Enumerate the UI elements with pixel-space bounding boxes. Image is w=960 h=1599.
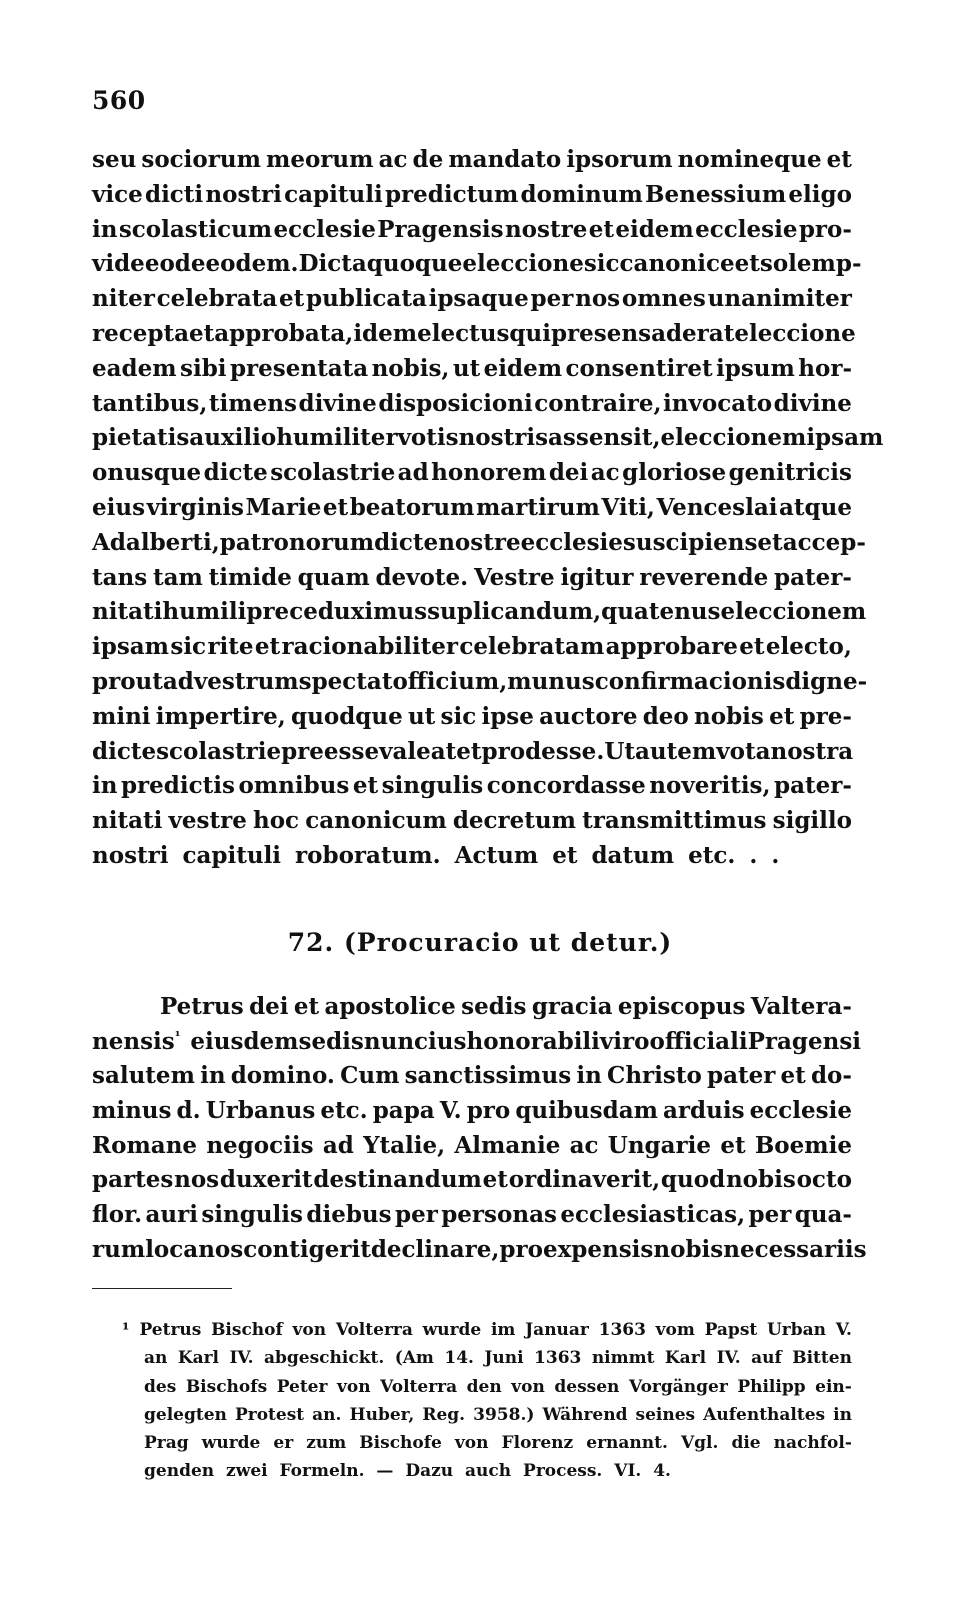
body-line: niter celebrata et publicata ipsaque per nos omnes unanimiter [92,285,852,313]
letter-text [92,990,867,1268]
body-line: nitati vestre hoc canonicum decretum transmittimus sigillo [92,807,852,835]
body-line: Adalberti, patronorum dicte nostre ecclesie suscipiens et accep- [92,528,866,556]
letter-line: rum loca nos contigerit declinare, pro expensis nobis necessariis [92,1235,867,1263]
footnote-marker: ¹ [122,1320,130,1340]
body-line: in scolasticum ecclesie Pragensis nostre et eidem ecclesie pro- [92,215,852,243]
letter-line: partes nos duxerit destinandum et ordinaverit, quod nobis octo [92,1166,852,1194]
letter-line: flor. auri singulis diebus per personas ecclesiasticas, per qua- [92,1201,852,1229]
body-line: eadem sibi presentata nobis, ut eidem consentiret ipsum hor- [92,354,852,382]
letter-line-rest: eiusdem sedis nuncius honorabili viro officiali Pragensi [190,1027,862,1055]
footnote-line [92,1316,852,1344]
letter-line-with-footnote [92,1025,862,1060]
body-line: recepta et approbata, idem electus qui presens aderat eleccione [92,319,856,347]
body-line: tantibus, timens divine disposicioni contraire, invocato divine [92,389,852,417]
body-line: nitati humili prece duximus suplicandum, quatenus eleccionem [92,598,867,626]
footnote-line: gelegten Protest an. Huber, Reg. 3958.) Während seines Aufenthaltes in [144,1404,852,1425]
body-line: tans tam timide quam devote. Vestre igitur reverende pater- [92,563,852,591]
footnote-line: des Bischofs Peter von Volterra den von dessen Vorgänger Philipp ein- [144,1376,852,1397]
footnote-line-text: Petrus Bischof von Volterra wurde im Januar 1363 vom Papst Urban V. [139,1320,852,1340]
body-line: in predictis omnibus et singulis concordasse noveritis, pater- [92,772,852,800]
body-line: prout ad vestrum spectat officium, munus confirmacionis digne- [92,667,868,695]
footnote-reference[interactable]: ¹ [174,1029,181,1045]
body-line: dicte scolastrie preesse valeat et prodesse. Ut autem vota nostra [92,737,854,765]
letter-word: nensis$^{^1}$ [92,1027,181,1055]
body-text [92,143,884,874]
body-line: mini impertire, quodque ut sic ipse auctore deo nobis et pre- [92,702,852,730]
body-line: eius virginis Marie et beatorum martirum Viti, Venceslai atque [92,493,852,521]
body-line: ipsam sic rite et racionabiliter celebratam approbare et electo, [92,633,852,661]
letter-line: salutem in domino. Cum sanctissimus in Christo pater et do- [92,1062,852,1090]
body-line: vice dicti nostri capituli predictum dominum Benessium eligo [92,180,852,208]
footnote-line: an Karl IV. abgeschickt. (Am 14. Juni 1363 nimmt Karl IV. auf Bitten [144,1348,852,1369]
body-line: pietatis auxilio humiliter votis nostris assensit, eleccionem ipsam [92,424,884,452]
page-number: 560 [92,86,146,115]
footnote-line: Prag wurde er zum Bischofe von Florenz ernannt. Vgl. die nachfol- [144,1433,852,1454]
body-line: seu sociorum meorum ac de mandato ipsorum nomineque et [92,146,852,173]
body-line: videeo de eodem. Dicta quoque eleccione sic canonice et solemp- [92,250,862,278]
letter-line: Romane negociis ad Ytalie, Almanie ac Ungarie et Boemie [92,1131,852,1159]
letter-line: Petrus dei et apostolice sedis gracia episcopus Valtera- [160,993,852,1020]
body-line: onusque dicte scolastrie ad honorem dei ac gloriose genitricis [92,459,852,487]
body-line: nostri capituli roboratum. Actum et datum etc. . . [92,841,780,869]
footnote-line: genden zwei Formeln. — Dazu auch Process. VI. 4. [144,1461,671,1482]
footnote [92,1316,852,1486]
section-heading: 72. (Procuracio ut detur.) [287,928,673,957]
footnote-separator [92,1288,232,1289]
letter-line: minus d. Urbanus etc. papa V. pro quibusdam arduis ecclesie [92,1097,852,1125]
